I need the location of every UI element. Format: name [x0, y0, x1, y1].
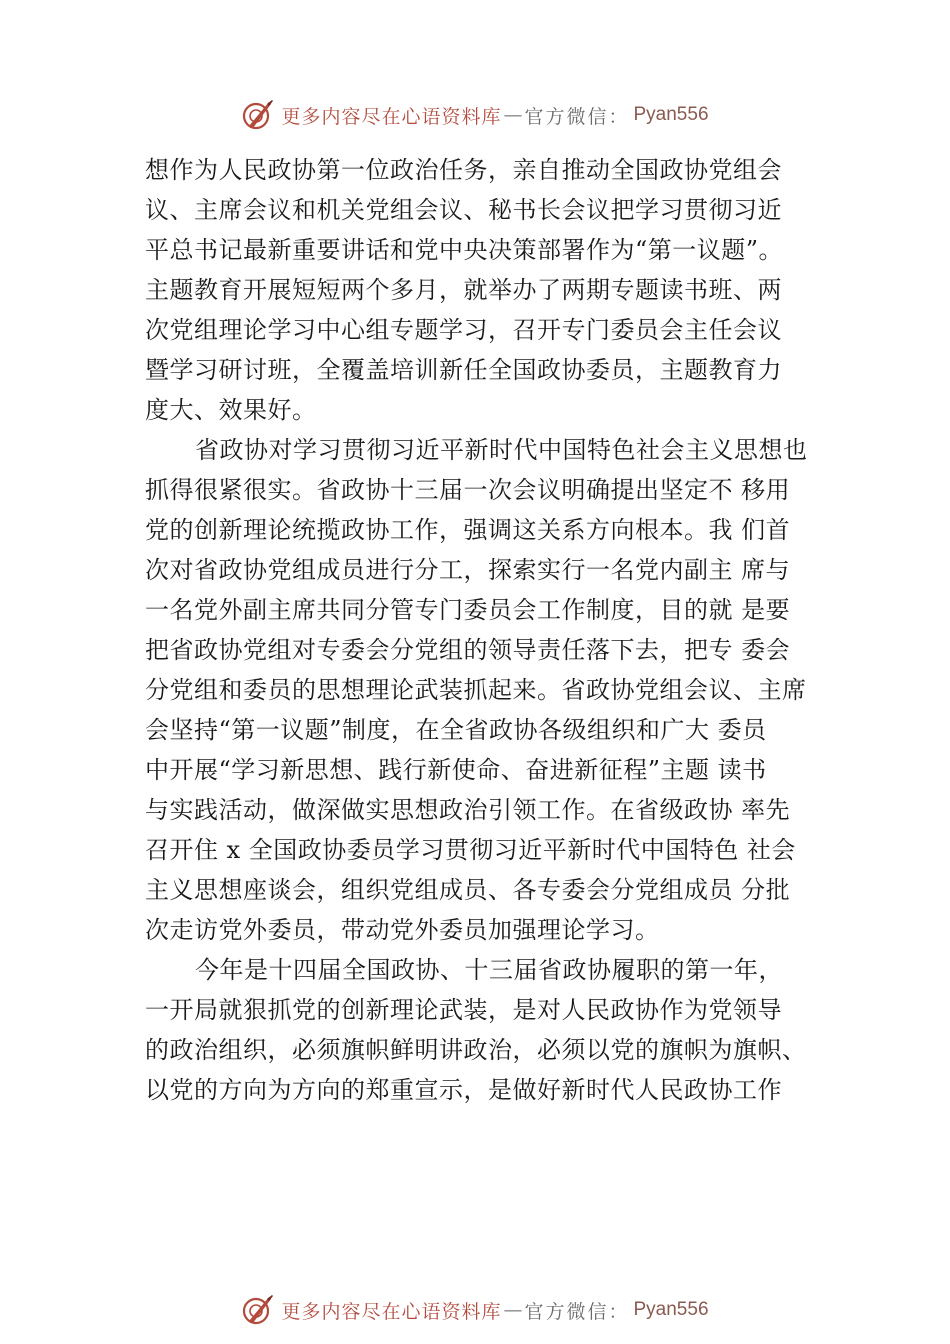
body-line: 主题教育开展短短两个多月，就举办了两期专题读书班、两 — [145, 276, 782, 304]
header-wechat-id: Pyan556 — [633, 104, 709, 125]
footer-wechat-label: 官方微信： — [524, 1300, 630, 1323]
body-line: 次对省政协党组成员进行分工，探索实行一名党内副主 席与 — [145, 556, 791, 584]
header-dash: — — [503, 104, 523, 126]
body-line: 召开住 x 全国政协委员学习贯彻习近平新时代中国特色 社会 — [145, 836, 796, 864]
body-line: 次党组理论学习中心组专题学习，召开专门委员会主任会议 — [145, 316, 782, 344]
header-banner — [0, 95, 950, 135]
body-line: 次走访党外委员，带动党外委员加强理论学习。 — [145, 916, 660, 944]
footer-banner — [0, 1290, 950, 1330]
body-line: 一名党外副主席共同分管专门委员会工作制度，目的就 是要 — [145, 596, 791, 624]
body-line: 与实践活动，做深做实思想政治引领工作。在省级政协 率先 — [145, 796, 791, 824]
header-brand-text: 更多内容尽在心语资料库 — [281, 105, 502, 128]
quill-logo-icon — [241, 98, 275, 132]
footer-dash: — — [503, 1299, 523, 1321]
body-line: 党的创新理论统揽政协工作，强调这关系方向根本。我 们首 — [145, 516, 791, 544]
body-line: 会坚持“第一议题”制度，在全省政协各级组织和广大 委员 — [145, 716, 767, 744]
quill-logo-icon — [241, 1293, 275, 1327]
body-line: 以党的方向为方向的郑重宣示，是做好新时代人民政协工作 — [145, 1076, 782, 1104]
body-line: 分党组和委员的思想理论武装抓起来。省政协党组会议、主席 — [145, 676, 807, 704]
body-line: 中开展“学习新思想、践行新使命、奋进新征程”主题 读书 — [145, 756, 767, 784]
body-line: 平总书记最新重要讲话和党中央决策部署作为“第一议题”。 — [145, 236, 784, 264]
body-line: 议、主席会议和机关党组会议、秘书长会议把学习贯彻习近 — [145, 196, 782, 224]
body-line: 抓得很紧很实。省政协十三届一次会议明确提出坚定不 移用 — [145, 476, 791, 504]
body-line: 一开局就狠抓党的创新理论武装，是对人民政协作为党领导 — [145, 996, 782, 1024]
body-line: 想作为人民政协第一位政治任务，亲自推动全国政协党组会 — [145, 156, 782, 184]
body-line: 主义思想座谈会，组织党组成员、各专委会分党组成员 分批 — [145, 876, 791, 904]
body-line: 把省政协党组对专委会分党组的领导责任落下去，把专 委会 — [145, 636, 791, 664]
paragraph-start-line: 今年是十四届全国政协、十三届省政协履职的第一年， — [195, 956, 783, 984]
footer-wechat-id: Pyan556 — [633, 1299, 709, 1320]
footer-brand-text: 更多内容尽在心语资料库 — [281, 1300, 502, 1323]
body-line: 的政治组织，必须旗帜鲜明讲政治，必须以党的旗帜为旗帜、 — [145, 1036, 807, 1064]
document-body — [145, 150, 845, 1110]
header-wechat-label: 官方微信： — [524, 105, 630, 128]
body-line: 暨学习研讨班，全覆盖培训新任全国政协委员，主题教育力 — [145, 356, 782, 384]
paragraph-start-line: 省政协对学习贯彻习近平新时代中国特色社会主义思想也 — [195, 436, 808, 464]
body-line: 度大、效果好。 — [145, 396, 317, 424]
